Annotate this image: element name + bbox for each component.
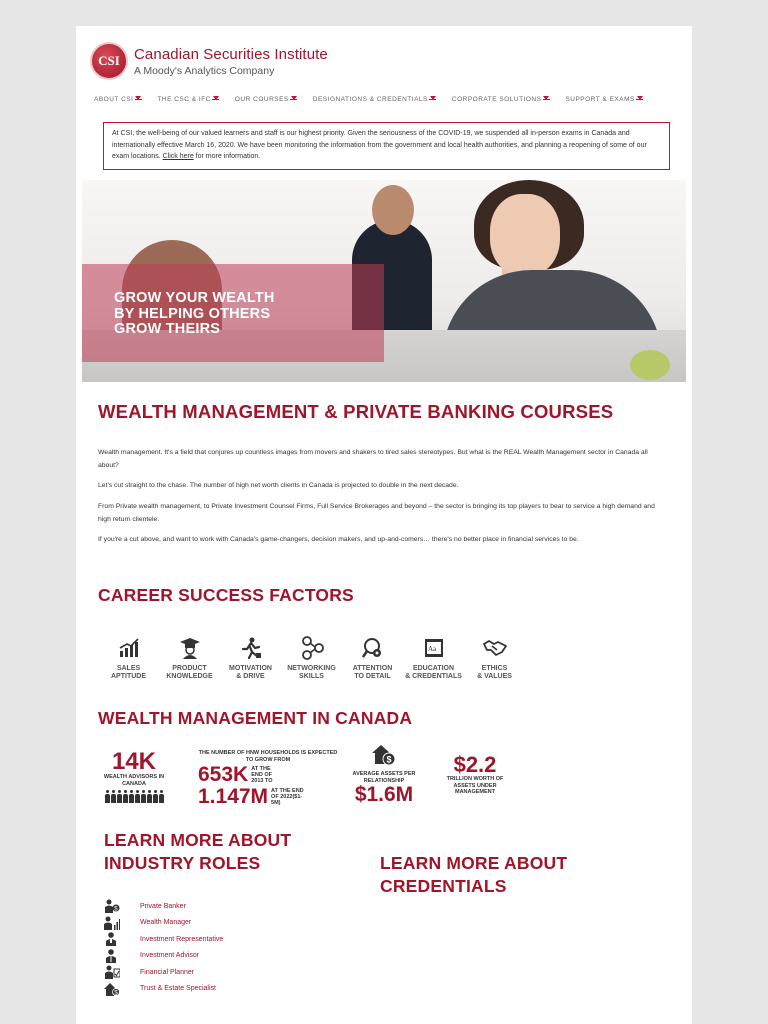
person-icon (129, 790, 134, 803)
nav-label: OUR COURSES (234, 96, 289, 103)
covid-notice (103, 122, 670, 170)
career-heading: CAREER SUCCESS FACTORS (98, 585, 354, 605)
banker-icon (104, 899, 120, 913)
chevron-down-icon (213, 96, 219, 100)
handshake-icon (481, 635, 509, 661)
industry-roles-heading[interactable] (104, 829, 291, 875)
hero-plant (630, 350, 670, 380)
role-item-investment-advisor[interactable] (104, 948, 223, 965)
stat-wealth-advisors (98, 750, 170, 803)
network-icon (298, 635, 326, 661)
nav-item-support-exams[interactable] (565, 96, 642, 110)
stat-aum-value: $2.2 (453, 752, 497, 777)
nav-label: DESIGNATIONS & CREDENTIALS (312, 96, 428, 103)
nav-label: SUPPORT & EXAMS (565, 96, 635, 103)
role-link[interactable]: Investment Advisor (140, 952, 200, 960)
person-icon (147, 790, 152, 803)
book-icon (420, 635, 448, 661)
intro-paragraph-2: Let's cut straight to the chase. The number of high net worth clients in Canada is projected to double in the next decade. (98, 482, 459, 489)
nav-item-our-courses[interactable] (235, 96, 297, 110)
canada-heading: WEALTH MANAGEMENT IN CANADA (98, 708, 413, 728)
svg-text:$: $ (386, 754, 392, 765)
representative-icon (104, 932, 120, 946)
planner-icon (104, 965, 120, 979)
factor-label: PRODUCT KNOWLEDGE (166, 665, 213, 680)
credentials-heading-line-2: CREDENTIALS (380, 876, 507, 896)
stat-aum-caption: TRILLION WORTH OF ASSETS UNDER MANAGEMENT (446, 776, 504, 795)
factor-label: NETWORKING SKILLS (287, 665, 336, 680)
main-nav (94, 96, 686, 110)
canada-stats (98, 750, 688, 822)
chevron-down-icon (543, 96, 549, 100)
career-factors (98, 635, 525, 681)
nav-label: ABOUT CSI (94, 96, 134, 103)
notice-suffix: for more information. (195, 153, 261, 160)
factor-label: EDUCATION & CREDENTIALS (405, 665, 462, 680)
hero-line-3: GROW THEIRS (114, 321, 221, 337)
role-item-investment-representative[interactable] (104, 931, 223, 948)
person-icon (105, 790, 110, 803)
person-icon (159, 790, 164, 803)
factor-sales-aptitude (98, 635, 159, 681)
csi-logo[interactable] (90, 42, 128, 80)
intro-paragraph-3: From Private wealth management, to Private Investment Counsel Firms, Full Service Brokerages and beyond – the sector is bringing its top players to bear to service a high demand and high return clientele. (98, 503, 655, 523)
stat-hnw-households (198, 750, 338, 808)
role-link[interactable]: Trust & Estate Specialist (140, 985, 216, 993)
role-link[interactable]: Private Banker (140, 902, 186, 910)
brand-title[interactable]: Canadian Securities Institute (134, 46, 328, 63)
factor-motivation-drive (220, 635, 281, 681)
svg-text:Aa: Aa (427, 645, 436, 653)
factor-education-credentials (403, 635, 464, 681)
person-icon (117, 790, 122, 803)
nav-item-corporate-solutions[interactable] (452, 96, 550, 110)
role-link[interactable]: Investment Representative (140, 935, 224, 943)
svg-text:$: $ (114, 906, 118, 913)
stat-advisors-value: 14K (111, 748, 157, 775)
stat-assets-value: $1.6M (354, 783, 414, 806)
role-item-financial-planner[interactable] (104, 964, 223, 981)
notice-click-here-link[interactable]: Click here (162, 153, 194, 160)
credentials-heading[interactable] (380, 852, 567, 898)
hero-person-woman-face (490, 194, 560, 276)
factor-attention-to-detail (342, 635, 403, 681)
hero-banner[interactable] (82, 180, 686, 382)
credentials-heading-line-1: LEARN MORE ABOUT (380, 853, 568, 873)
industry-roles-heading-line-2: INDUSTRY ROLES (104, 853, 261, 873)
person-icon (153, 790, 158, 803)
graduate-icon (176, 635, 204, 661)
hero-headline (114, 291, 275, 338)
hero-line-1: GROW YOUR WEALTH (114, 290, 275, 306)
intro-paragraph-4: If you're a cut above, and want to work with Canada's game-changers, decision makers, and up-and-comers… there's no better place in financial services to be. (98, 536, 579, 543)
factor-label: ATTENTION TO DETAIL (352, 665, 393, 680)
page-title: WEALTH MANAGEMENT & PRIVATE BANKING COURSES (98, 401, 614, 422)
nav-label: THE CSC & IFC (157, 96, 211, 103)
stat-average-assets (344, 744, 424, 806)
stat-households-caption: THE NUMBER OF HNW HOUSEHOLDS IS EXPECTED TO GROW FROM (198, 750, 338, 763)
stat-households-from: 653K (198, 763, 249, 786)
chevron-down-icon (291, 96, 297, 100)
person-icon (141, 790, 146, 803)
stat-households-to-note: AT THE END OF 2022($1-5M) (271, 788, 304, 806)
industry-roles-heading-line-1: LEARN MORE ABOUT (104, 830, 292, 850)
stat-households-from-note: AT THE END OF 2013 TO (251, 766, 273, 784)
email-page (76, 26, 692, 1024)
industry-roles-list (104, 898, 223, 997)
factor-networking-skills (281, 635, 342, 681)
chevron-down-icon (430, 96, 436, 100)
house-dollar-icon (344, 744, 424, 771)
factor-product-knowledge (159, 635, 220, 681)
people-icon-row (98, 790, 170, 803)
stat-assets-caption: AVERAGE ASSETS PER RELATIONSHIP (352, 771, 416, 784)
chevron-down-icon (637, 96, 643, 100)
advisor-icon (104, 949, 120, 963)
stat-households-to: 1.147M (198, 785, 269, 808)
factor-label: ETHICS & VALUES (477, 665, 512, 680)
logo-text: CSI (98, 53, 120, 68)
role-link[interactable]: Financial Planner (140, 968, 195, 976)
magnifier-gear-icon (359, 635, 387, 661)
notice-text: At CSI, the well-being of our valued learners and staff is our highest priority. Given the seriousness of the COVID-19, we suspended all in-person exams in Canada and internationally effective March 16, 2020. We have been monitoring the information from the government and local health authorities, and planning a reopening of some of our exam locations. (112, 130, 647, 160)
role-item-trust-estate-specialist[interactable] (104, 981, 223, 998)
manager-icon (104, 916, 120, 930)
households-to-line (198, 786, 338, 808)
role-item-wealth-manager[interactable] (104, 915, 223, 932)
factor-ethics-values (464, 635, 525, 681)
person-icon (135, 790, 140, 803)
intro-paragraph-1: Wealth management. It's a field that conjures up countless images from movers and shakers to tired sales stereotypes. But what is the REAL Wealth Management sector in Canada all about? (98, 449, 648, 469)
nav-item-designations[interactable] (313, 96, 436, 110)
svg-text:$: $ (114, 990, 118, 996)
stat-advisors-caption: WEALTH ADVISORS IN CANADA (103, 774, 165, 787)
factor-label: SALES APTITUDE (111, 665, 146, 680)
role-item-private-banker[interactable] (104, 898, 223, 915)
nav-label: CORPORATE SOLUTIONS (451, 96, 542, 103)
role-link[interactable]: Wealth Manager (140, 919, 192, 927)
hero-line-2: BY HELPING OTHERS (114, 305, 271, 322)
factor-label: MOTIVATION & DRIVE (229, 665, 272, 680)
chevron-down-icon (135, 96, 141, 100)
chart-icon (115, 635, 143, 661)
house-icon (104, 982, 120, 996)
stat-assets-under-management (440, 754, 510, 796)
brand-subtitle: A Moody's Analytics Company (134, 65, 275, 77)
person-icon (123, 790, 128, 803)
page-content (82, 32, 686, 1024)
households-from-line (198, 764, 338, 786)
hero-person-man-head (372, 185, 414, 235)
runner-icon (237, 635, 265, 661)
nav-item-csc-ifc[interactable] (157, 96, 218, 110)
person-icon (111, 790, 116, 803)
nav-item-about-csi[interactable] (94, 96, 141, 110)
